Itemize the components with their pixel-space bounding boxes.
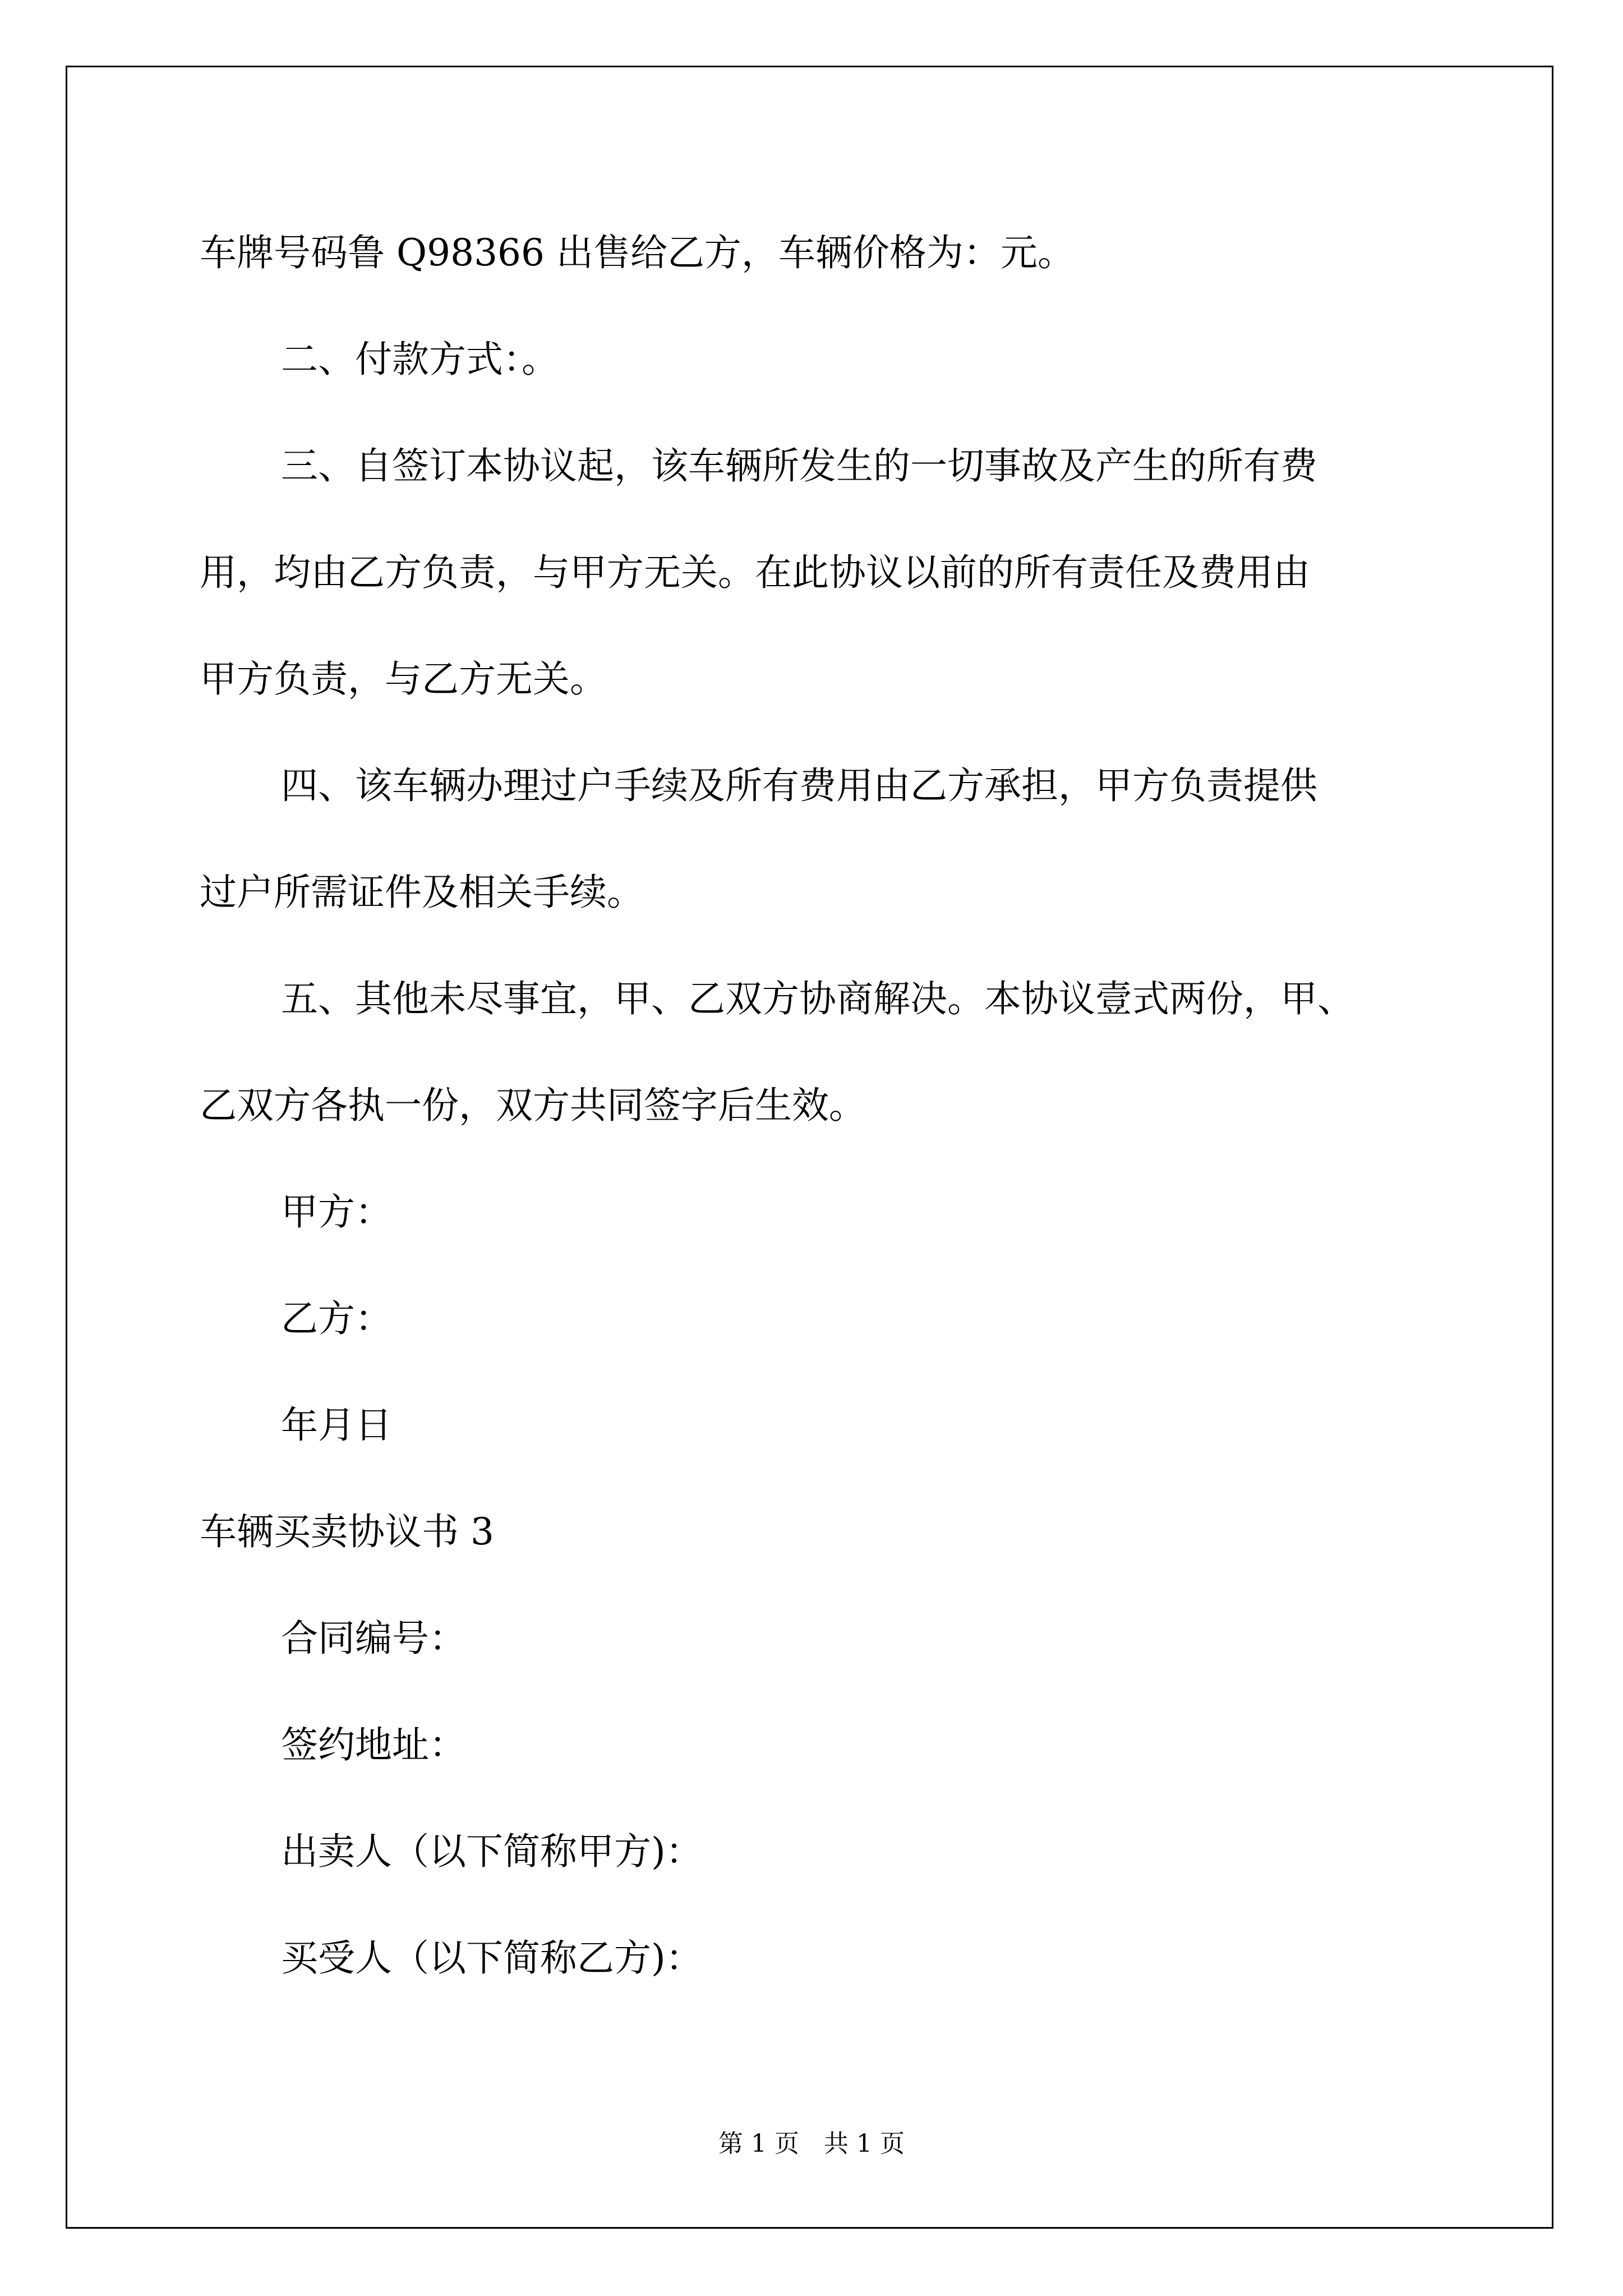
- text-line-clause5-b: 乙双方各执一份，双方共同签字后生效。: [200, 1084, 866, 1127]
- page-total: 共 1 页: [824, 2129, 905, 2158]
- page-border: [66, 66, 1553, 2229]
- text-line-clause5-a: 五、其他未尽事宜，甲、乙双方协商解决。本协议壹式两份，甲、: [281, 977, 1354, 1020]
- text-line-clause3-b: 用，均由乙方负责，与甲方无关。在此协议以前的所有责任及费用由: [200, 551, 1310, 594]
- text-line-clause3-a: 三、自签订本协议起，该车辆所发生的一切事故及产生的所有费: [281, 444, 1317, 487]
- signature-party-a: 甲方：: [281, 1190, 392, 1234]
- page-footer: [0, 2129, 1623, 2158]
- contract-number-field: 合同编号：: [281, 1617, 466, 1660]
- signature-party-b: 乙方：: [281, 1297, 392, 1340]
- page-number: 第 1 页: [718, 2129, 799, 2158]
- text-line-clause4-b: 过户所需证件及相关手续。: [200, 871, 644, 914]
- buyer-field: 买受人（以下简称乙方)：: [281, 1936, 703, 1980]
- signing-address-field: 签约地址：: [281, 1723, 466, 1766]
- text-line-clause4-a: 四、该车辆办理过户手续及所有费用由乙方承担，甲方负责提供: [281, 764, 1317, 807]
- signature-date: 年月日: [281, 1404, 392, 1447]
- section-heading-agreement-3: 车辆买卖协议书 3: [200, 1510, 494, 1553]
- text-line-price: 车牌号码鲁 Q98366 出售给乙方，车辆价格为：元。: [200, 231, 1075, 274]
- text-line-payment: 二、付款方式：。: [281, 338, 559, 381]
- text-line-clause3-c: 甲方负责，与乙方无关。: [200, 657, 607, 701]
- seller-field: 出卖人（以下简称甲方)：: [281, 1830, 703, 1873]
